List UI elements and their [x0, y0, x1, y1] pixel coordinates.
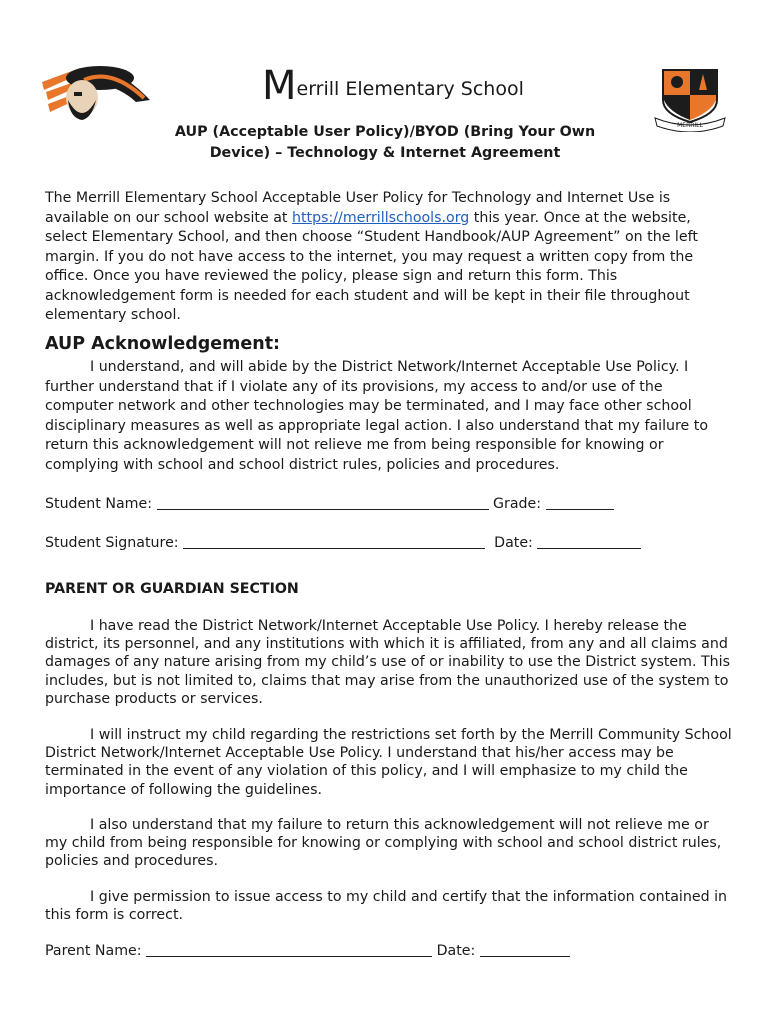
parent-name-field[interactable] — [146, 942, 432, 957]
student-date-field[interactable] — [537, 534, 641, 549]
parent-text-1: I have read the District Network/Internet Acceptable Use Policy. I hereby release the district, its personnel, and any institutions with which it is affiliated, from any and all claims and damages of any nature arising from my child’s use of or inability to use the District system. This includes, but is not limited to, claims that may arise from the unauthorized use of the system to purchase products or services. — [45, 618, 730, 707]
parent-name-label: Parent Name: — [45, 943, 142, 959]
parent-paragraph-4 — [45, 888, 735, 924]
document-title-line-1: AUP (Acceptable User Policy)/BYOD (Bring Your Own — [174, 124, 596, 140]
parent-section-heading: PARENT OR GUARDIAN SECTION — [45, 581, 299, 597]
school-crest-logo — [653, 66, 727, 132]
school-website-link[interactable]: https://merrillschools.org — [291, 209, 470, 226]
school-name — [262, 63, 562, 109]
student-name-field[interactable] — [157, 495, 489, 510]
parent-text-4: I give permission to issue access to my child and certify that the information contained in this form is correct. — [45, 889, 728, 924]
pirate-mascot-logo — [40, 60, 152, 124]
parent-name-row — [45, 942, 570, 959]
parent-text-2: I will instruct my child regarding the restrictions set forth by the Merrill Community School District Network/Internet Acceptable Use Policy. I understand that his/her access may be terminated in the event of any violation of this policy, and I will emphasize to my child the importance of following the guidelines. — [45, 727, 732, 798]
aup-text: I understand, and will abide by the District Network/Internet Acceptable Use Policy. I further understand that if I violate any of its provisions, my access to and/or use of the computer network and other technologies may be terminated, and I may face other school disciplinary measures as well as appropriate legal action. I also understand that my failure to return this acknowledgement will not relieve me from being responsible for knowing or complying with school and school district rules, policies and procedures. — [45, 359, 709, 473]
student-date-label: Date: — [494, 535, 533, 551]
intro-text-end: this year. Once at the website, select Elementary School, and then choose “Student Handbook/AUP Agreement” on the left margin. If you do not have access to the internet, you may request a written copy from the office. Once you have reviewed the policy, please sign and return this form. This acknowledgement form is needed for each student and will be kept in their file throughout elementary school. — [45, 209, 698, 323]
intro-text-start: The Merrill Elementary School Acceptable User Policy for Technology and Internet Use is available on our school website at — [45, 190, 671, 226]
student-signature-field[interactable] — [183, 534, 485, 549]
student-signature-label: Student Signature: — [45, 535, 179, 551]
school-initial: M — [262, 63, 297, 109]
aup-paragraph — [45, 358, 735, 475]
student-signature-row — [45, 534, 641, 551]
parent-paragraph-2 — [45, 726, 735, 799]
parent-paragraph-3 — [45, 816, 735, 871]
parent-date-label: Date: — [436, 943, 476, 959]
parent-paragraph-1 — [45, 617, 735, 708]
intro-paragraph — [45, 189, 735, 326]
document-title — [150, 122, 620, 164]
parent-text-3: I also understand that my failure to return this acknowledgement will not relieve me or my child from being responsible for knowing or complying with school and school district rules, policies and procedures. — [45, 817, 722, 870]
crest-text: MERRILL — [677, 122, 703, 129]
grade-label: Grade: — [493, 496, 542, 512]
grade-field[interactable] — [546, 495, 614, 510]
document-title-line-2: Device) – Technology & Internet Agreement — [209, 145, 561, 161]
student-name-row — [45, 495, 614, 512]
parent-date-field[interactable] — [480, 942, 570, 957]
aup-heading: AUP Acknowledgement: — [45, 334, 281, 354]
school-name-rest: errill Elementary School — [296, 78, 524, 100]
student-name-label: Student Name: — [45, 496, 152, 512]
